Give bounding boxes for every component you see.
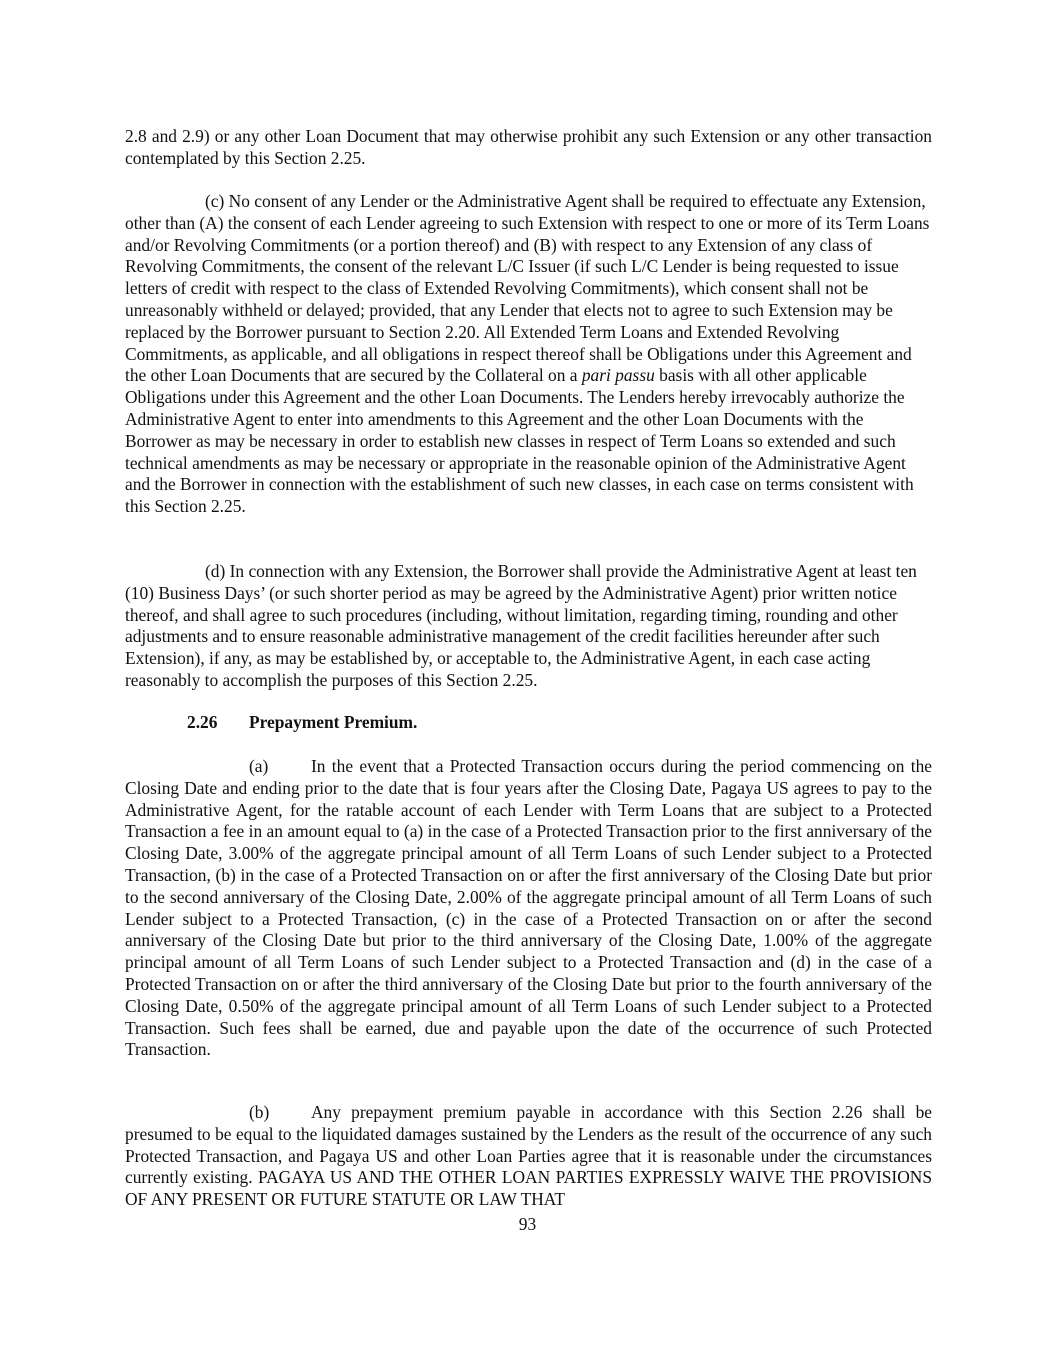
paragraph-c-italic: pari passu: [581, 365, 655, 386]
paragraph-c-pre: (c) No consent of any Lender or the Administrative Agent shall be required to effectuate any Extension, other than (A) the consent of each Lender agreeing to such Extension with respect to one or more of its Term Loans and/or Revolving Commitments (or a portion thereof) and (B) with respect to any Extension of any class of Revolving Commitments, the consent of the relevant L/C Issuer (if such L/C Lender is being requested to issue letters of credit with respect to the class of Extended Revolving Commitments), which consent shall not be unreasonably withheld or delayed; provided, that any Lender that elects not to agree to such Extension may be replaced by the Borrower pursuant to Section 2.20. All Extended Term Loans and Extended Revolving Commitments, as applicable, and all obligations in respect thereof shall be Obligations under this Agreement and the other Loan Documents that are secured by the Collateral on a: [125, 191, 930, 386]
paragraph-d-text: (d) In connection with any Extension, the Borrower shall provide the Administrative Agent at least ten (10) Business Days’ (or such shorter period as may be agreed by the Administrative Agent) prior written notice thereof, and shall agree to such procedures (including, without limitation, regarding timing, rounding and other adjustments and to ensure reasonable administrative management of the credit facilities hereunder after such Extension), if any, as may be established by, or acceptable to, the Administrative Agent, in each case acting reasonably to accomplish the purposes of this Section 2.25.: [125, 561, 917, 690]
paragraph-b: [125, 1102, 932, 1211]
paragraph-a-label: (a): [249, 756, 269, 776]
section-heading: [125, 712, 932, 734]
paragraph-c-text: [125, 191, 932, 518]
paragraph-b-label: (b): [249, 1102, 270, 1122]
paragraph-d: [125, 561, 932, 692]
paragraph-a-text: In the event that a Protected Transaction occurs during the period commencing on the Closing Date and ending prior to the date that is four years after the Closing Date, Pagaya US agrees to pay to the Administrative Agent, for the ratable account of each Lender with Term Loans that are subject to a Protected Transaction a fee in an amount equal to (a) in the case of a Protected Transaction prior to the first anniversary of the Closing Date, 3.00% of the aggregate principal amount of all Term Loans of such Lender subject to a Protected Transaction, (b) in the case of a Protected Transaction on or after the first anniversary of the Closing Date but prior to the second anniversary of the Closing Date, 2.00% of the aggregate principal amount of all Term Loans of such Lender subject to a Protected Transaction, (c) in the case of a Protected Transaction on or after the second anniversary of the Closing Date but prior to the third anniversary of the Closing Date, 1.00% of the aggregate principal amount of all Term Loans of such Lender subject to a Protected Transaction and (d) in the case of a Protected Transaction on or after the third anniversary of the Closing Date but prior to the fourth anniversary of the Closing Date, 0.50% of the aggregate principal amount of all Term Loans of such Lender subject to a Protected Transaction. Such fees shall be earned, due and payable upon the date of the occurrence of such Protected Transaction.: [125, 756, 932, 1060]
paragraph-continuation: [125, 126, 932, 170]
paragraph-c-post: basis with all other applicable Obligations under this Agreement and the other Loan Documents. The Lenders hereby irrevocably authorize the Administrative Agent to enter into amendments to this Agreement and the other Loan Documents with the Borrower as may be necessary in order to establish new classes in respect of Term Loans so extended and such technical amendments as may be necessary or appropriate in the reasonable opinion of the Administrative Agent and the Borrower in connection with the establishment of such new classes, in each case on terms consistent with this Section 2.25.: [125, 365, 914, 517]
paragraph-c: [125, 191, 932, 518]
paragraph-b-text: Any prepayment premium payable in accordance with this Section 2.26 shall be presumed to be equal to the liquidated damages sustained by the Lenders as the result of the occurrence of any such Protected Transaction, and Pagaya US and other Loan Parties agree that it is reasonable under the circumstances currently existing. PAGAYA US AND THE OTHER LOAN PARTIES EXPRESSLY WAIVE THE PROVISIONS OF ANY PRESENT OR FUTURE STATUTE OR LAW THAT: [125, 1102, 932, 1210]
page-number: 93: [518, 1214, 537, 1234]
paragraph-a: [125, 756, 932, 1061]
paragraph-continuation-text: 2.8 and 2.9) or any other Loan Document that may otherwise prohibit any such Extension or any other transaction contemplated by this Section 2.25.: [125, 126, 932, 168]
section-title: Prepayment Premium.: [249, 712, 418, 732]
section-number: 2.26: [187, 712, 218, 732]
